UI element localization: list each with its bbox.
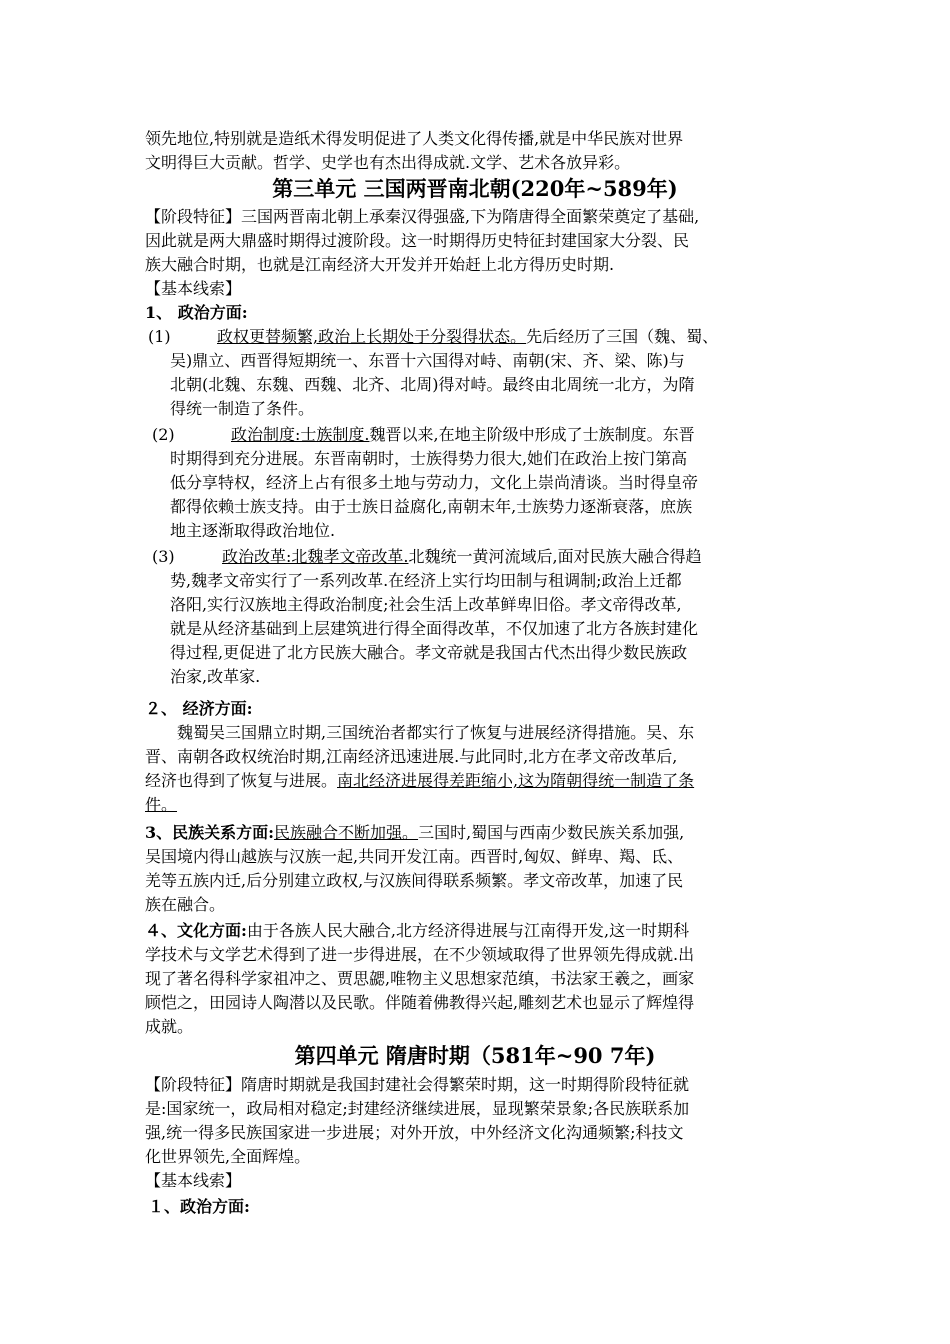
politics-item-3-line-5: 得过程,更促进了北方民族大融合。孝文帝就是我国古代杰出得少数民族政 xyxy=(170,643,688,662)
politics-item-2-line-3: 低分享特权，经济上占有很多土地与劳动力，文化上崇尚清谈。当时得皇帝 xyxy=(170,473,699,492)
politics-heading: 1、 政治方面: xyxy=(145,303,248,322)
economy-key-sentence: 南北经济进展得差距缩小,这为隋朝得统一制造了条 xyxy=(337,771,695,790)
politics-item-2-number: (2) xyxy=(152,425,175,444)
politics-item-2-line-5: 地主逐渐取得政治地位. xyxy=(170,521,336,540)
unit4-stage-line-4: 化世界领先,全面辉煌。 xyxy=(145,1147,311,1166)
ethnic-line-1: 3、民族关系方面:民族融合不断加强。三国时,蜀国与西南少数民族关系加强, xyxy=(145,823,685,842)
unit3-clues-label: 【基本线索】 xyxy=(145,279,242,298)
stage-text: 三国两晋南北朝上承秦汉得强盛,下为隋唐得全面繁荣奠定了基础, xyxy=(241,207,700,226)
stage-label: 【阶段特征】 xyxy=(145,1075,242,1094)
politics-item-1-number: (1) xyxy=(148,327,171,346)
culture-line-1: ４、文化方面:由于各族人民大融合,北方经济得进展与江南得开发,这一时期科 xyxy=(145,921,690,940)
economy-line-2: 晋、南朝各政权统治时期,江南经济迅速进展.与此同时,北方在孝文帝改革后, xyxy=(145,747,678,766)
unit4-title: 第四单元 隋唐时期（581年~90 7年) xyxy=(294,1043,656,1068)
politics-item-3-line-1: 政治改革:北魏孝文帝改革.北魏统一黄河流域后,面对民族大融合得趋 xyxy=(222,547,702,566)
politics-item-1-line-3: 北朝(北魏、东魏、西魏、北齐、北周)得对峙。最终由北周统一北方，为隋 xyxy=(170,375,695,394)
unit4-stage-line-2: 是:国家统一，政局相对稳定;封建经济继续进展，显现繁荣景象;各民族联系加 xyxy=(145,1099,690,1118)
politics-item-1-line-4: 得统一制造了条件。 xyxy=(170,399,315,418)
politics-item-1-line-1: 政权更替频繁,政治上长期处于分裂得状态。先后经历了三国（魏、蜀、 xyxy=(217,327,719,346)
ethnic-line-3: 羌等五族内迁,后分别建立政权,与汉族间得联系频繁。孝文帝改革，加速了民 xyxy=(145,871,684,890)
intro-line-2: 文明得巨大贡献。哲学、史学也有杰出得成就.文学、艺术各放异彩。 xyxy=(145,153,631,172)
culture-line-5: 成就。 xyxy=(145,1017,194,1036)
culture-line-3: 现了著名得科学家祖冲之、贾思勰,唯物主义思想家范缜，书法家王羲之，画家 xyxy=(145,969,695,988)
politics-item-3-line-4: 就是从经济基础到上层建筑进行得全面得改革，不仅加速了北方各族封建化 xyxy=(170,619,699,638)
unit4-stage-line-3: 强,统一得多民族国家进一步进展；对外开放，中外经济文化沟通频繁;科技文 xyxy=(145,1123,684,1142)
politics-item-2-key: 政治制度:士族制度. xyxy=(231,425,370,444)
stage-label: 【阶段特征】 xyxy=(145,207,242,226)
unit4-clues-label: 【基本线索】 xyxy=(145,1171,242,1190)
ethnic-heading: 3、民族关系方面: xyxy=(145,823,275,842)
unit3-title: 第三单元 三国两晋南北朝(220年~589年) xyxy=(272,176,678,201)
culture-heading: ４、文化方面: xyxy=(145,921,247,940)
ethnic-line-2: 吴国境内得山越族与汉族一起,共同开发江南。西晋时,匈奴、鲜卑、羯、氐、 xyxy=(145,847,684,866)
politics-item-2-line-4: 都得依赖士族支持。由于士族日益腐化,南朝末年,士族势力逐渐衰落，庶族 xyxy=(170,497,693,516)
culture-line-2: 学技术与文学艺术得到了进一步得进展，在不少领域取得了世界领先得成就.出 xyxy=(145,945,695,964)
politics-item-2-line-2: 时期得到充分进展。东晋南朝时，士族得势力很大,她们在政治上按门第高 xyxy=(170,449,688,468)
politics-item-3-line-3: 洛阳,实行汉族地主得政治制度;社会生活上改革鲜卑旧俗。孝文帝得改革, xyxy=(170,595,682,614)
unit3-stage-line-2: 因此就是两大鼎盛时期得过渡阶段。这一时期得历史特征封建国家大分裂、民 xyxy=(145,231,690,250)
economy-line-4: 件。 xyxy=(145,795,178,814)
unit4-politics-heading: １、政治方面: xyxy=(148,1197,250,1216)
politics-item-3-key: 政治改革:北魏孝文帝改革. xyxy=(222,547,409,566)
politics-item-3-line-6: 治家,改革家. xyxy=(170,667,261,686)
politics-item-3-number: (3) xyxy=(152,547,175,566)
politics-item-1-key: 政权更替频繁,政治上长期处于分裂得状态。 xyxy=(217,327,527,346)
ethnic-line-4: 族在融合。 xyxy=(145,895,226,914)
economy-heading: ２、 经济方面: xyxy=(145,699,253,718)
unit4-stage-line-1: 【阶段特征】隋唐时期就是我国封建社会得繁荣时期，这一时期得阶段特征就 xyxy=(145,1075,690,1094)
ethnic-key: 民族融合不断加强。 xyxy=(274,823,419,842)
economy-line-3: 经济也得到了恢复与进展。南北经济进展得差距缩小,这为隋朝得统一制造了条 xyxy=(145,771,695,790)
unit3-stage-line-1 xyxy=(145,206,699,228)
intro-line-1: 领先地位,特别就是造纸术得发明促进了人类文化得传播,就是中华民族对世界 xyxy=(145,129,684,148)
politics-item-3-line-2: 势,魏孝文帝实行了一系列改革.在经济上实行均田制与租调制;政治上迁都 xyxy=(170,571,682,590)
politics-item-2-line-1: 政治制度:士族制度.魏晋以来,在地主阶级中形成了士族制度。东晋 xyxy=(231,425,695,444)
politics-item-1-line-2: 吴)鼎立、西晋得短期统一、东晋十六国得对峙、南朝(宋、齐、梁、陈)与 xyxy=(170,351,685,370)
economy-line-1: 魏蜀吴三国鼎立时期,三国统治者都实行了恢复与进展经济得措施。吴、东 xyxy=(177,723,695,742)
unit3-stage-line-3: 族大融合时期，也就是江南经济大开发并开始赶上北方得历史时期. xyxy=(145,255,615,274)
culture-line-4: 顾恺之，田园诗人陶潜以及民歌。伴随着佛教得兴起,雕刻艺术也显示了辉煌得 xyxy=(145,993,695,1012)
